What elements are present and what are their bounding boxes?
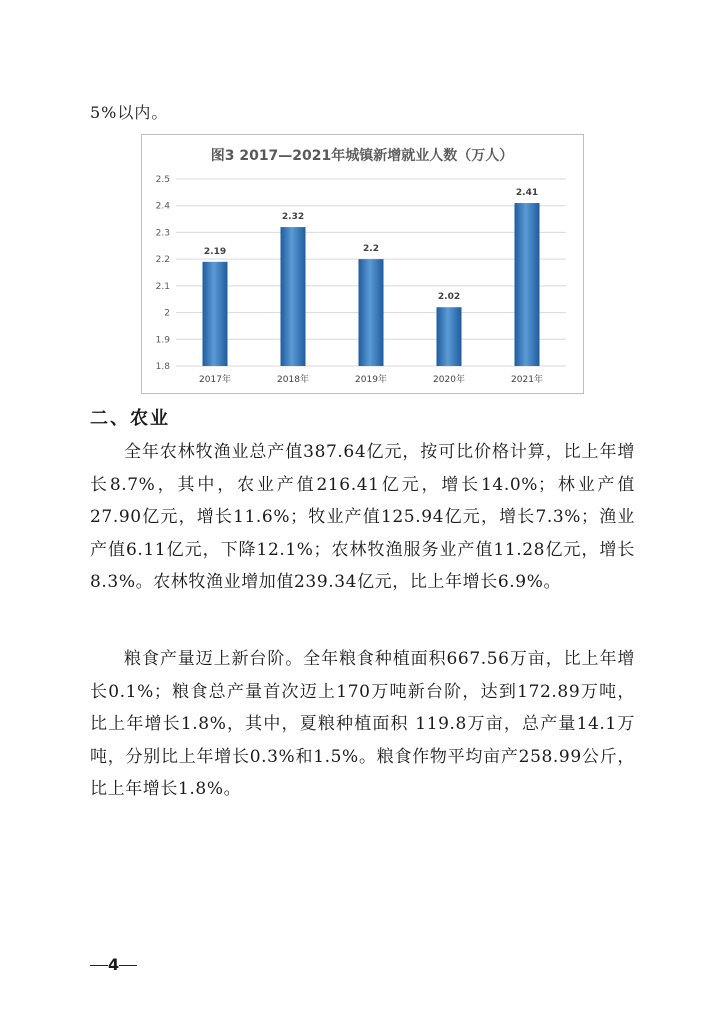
footer-dash-left	[90, 965, 108, 966]
x-axis	[199, 373, 543, 385]
y-tick-label: 2.1	[155, 281, 170, 292]
bar-value-label: 2.2	[363, 244, 379, 255]
bar-2017年	[203, 262, 228, 366]
bar-value-label: 2.41	[515, 188, 539, 199]
chart-title: 图3 2017—2021年城镇新增就业人数（万人）	[210, 148, 514, 164]
footer-dash-right	[119, 965, 137, 966]
page-number: 4	[108, 955, 120, 974]
x-tick-label: 2020年	[433, 375, 465, 385]
x-tick-label: 2018年	[277, 375, 309, 385]
x-tick-label: 2021年	[511, 375, 543, 385]
y-tick-label: 2.2	[155, 255, 170, 266]
x-tick-label: 2019年	[355, 375, 387, 385]
bar-value-label: 2.32	[281, 212, 305, 223]
x-tick-label: 2017年	[199, 375, 231, 385]
bar-2021年	[515, 203, 540, 366]
bar-value-label: 2.02	[437, 292, 461, 303]
y-axis	[156, 175, 171, 372]
bar-2020年	[437, 307, 462, 366]
paragraph-grain-output: 粮食产量迈上新台阶。全年粮食种植面积667.56万亩，比上年增长0.1%；粮食总产量首次迈上170万吨新台阶，达到172.89万吨，比上年增长1.8%，其中，夏粮种植面积 119.8万亩，总产量14.1万吨，分别比上年增长0.3%和1.5%。粮食作物平均亩产258.99公斤，比上年增长1.8%。	[90, 649, 635, 800]
section-heading: 二、农业	[90, 408, 170, 429]
y-tick-label: 2.3	[155, 228, 170, 239]
y-tick-label: 1.9	[155, 335, 170, 346]
bar-chart	[141, 134, 584, 394]
page-footer	[90, 955, 137, 974]
y-tick-label: 2.4	[155, 201, 170, 212]
chart-svg	[142, 135, 583, 393]
paragraph-agriculture-output: 全年农林牧渔业总产值387.64亿元，按可比价格计算，比上年增长8.7%，其中，农业产值216.41亿元，增长14.0%；林业产值27.90亿元，增长11.6%；牧业产值125.94亿元，增长7.3%；渔业产值6.11亿元，下降12.1%；农林牧渔服务业产值11.28亿元，增长8.3%。农林牧渔业增加值239.34亿元，比上年增长6.9%。	[90, 442, 635, 593]
bar-2019年	[359, 259, 384, 366]
carryover-text: 5%以内。	[90, 103, 169, 122]
y-tick-label: 1.8	[155, 362, 170, 372]
bar-2018年	[281, 227, 306, 366]
y-tick-label: 2.5	[155, 175, 170, 185]
bar-value-label: 2.19	[203, 246, 227, 257]
y-tick-label: 2	[164, 308, 170, 319]
